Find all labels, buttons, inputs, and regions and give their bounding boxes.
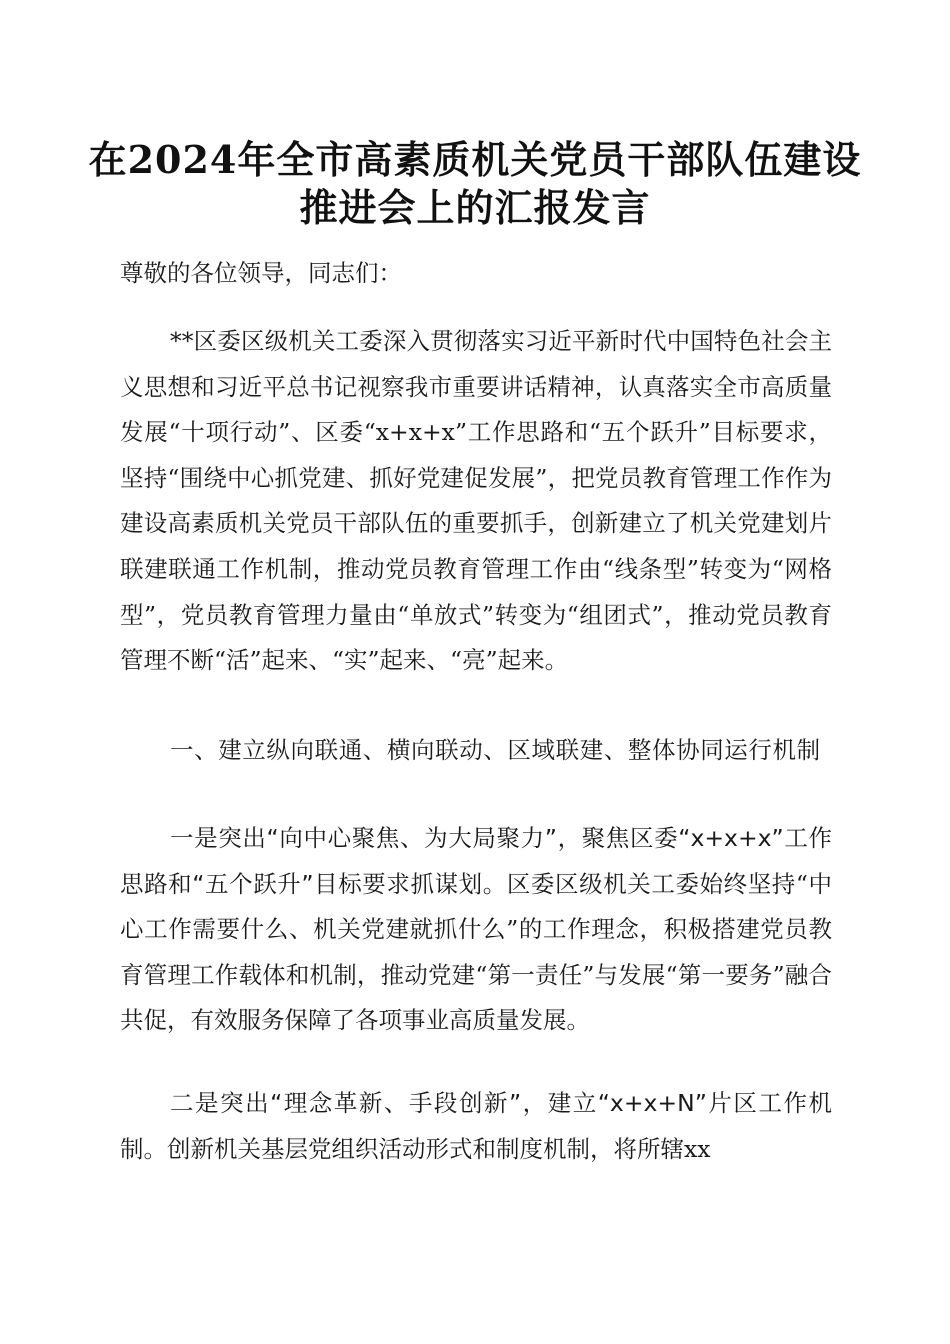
paragraph-intro: **区委区级机关工委深入贯彻落实习近平新时代中国特色社会主义思想和习近平总书记视察我市重要讲话精神，认真落实全市高质量发展“十项行动”、区委“x+x+x”工作思路和“五个跃升”目标要求，坚持“围绕中心抓党建、抓好党建促发展”，把党员教育管理工作作为建设高素质机关党员干部队伍的重要抓手，创新建立了机关党建划片联建联通工作机制，推动党员教育管理工作由“线条型”转变为“网格型”，党员教育管理力量由“单放式”转变为“组团式”，推动党员教育管理不断“活”起来、“实”起来、“亮”起来。 [120,327,832,675]
paragraph-point-1 [120,816,832,1044]
paragraph-point-1-body: 区委区级机关工委始终坚持“中心工作需要什么、机关党建就抓什么”的工作理念，积极搭建党员教育管理工作载体和机制，推动党建“第一责任”与发展“第一要务”融合共促，有效服务保障了各项事业高质量发展。 [120,869,832,1035]
document-title-line-2: 推进会上的汇报发言 [299,185,651,230]
greeting: 尊敬的各位领导，同志们： [120,259,402,287]
paragraph-point-1-lead: 一是突出“向中心聚焦、为大局聚力”，聚焦区委“x+x+x”工作思路和“五个跃升”目标要求抓谋划。 [120,824,832,898]
paragraph-point-2 [120,1081,832,1172]
section-heading-1: 一、建立纵向联通、横向联动、区域联建、整体协同运行机制 [170,736,821,764]
document-title-line-1: 在2024年全市高素质机关党员干部队伍建设 [88,137,862,182]
paragraph-point-2-lead: 二是突出“理念革新、手段创新”，建立“x+x+N”片区工作机制。 [120,1089,832,1163]
paragraph-point-2-body: 创新机关基层党组织活动形式和制度机制，将所辖xx [167,1134,711,1163]
